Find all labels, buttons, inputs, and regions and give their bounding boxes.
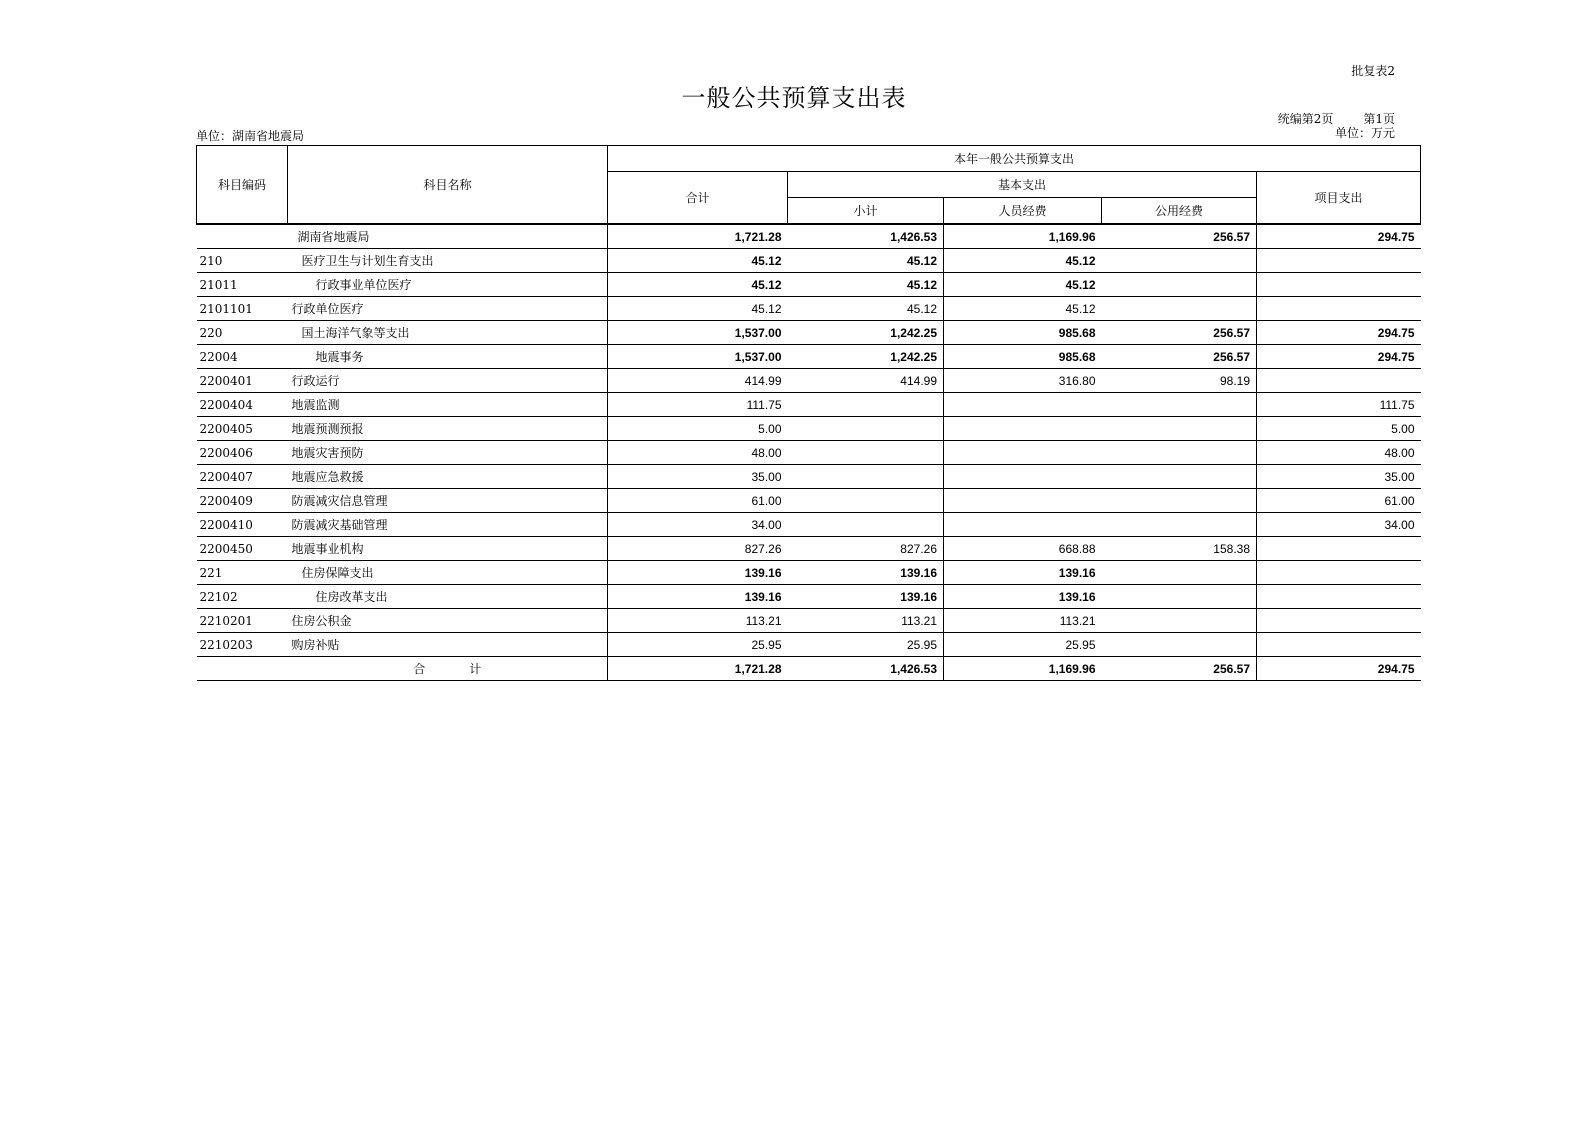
cell-subtotal: [788, 393, 944, 417]
table-row: [197, 609, 1421, 633]
header-public: 公用经费: [1102, 198, 1257, 225]
cell-subtotal: 45.12: [788, 249, 944, 273]
cell-code: 2200406: [197, 441, 288, 465]
cell-public: [1102, 633, 1257, 657]
cell-public: 256.57: [1102, 224, 1257, 249]
cell-public: 158.38: [1102, 537, 1257, 561]
cell-personnel: 668.88: [944, 537, 1102, 561]
cell-project: 48.00: [1257, 441, 1421, 465]
cell-project: [1257, 561, 1421, 585]
cell-name: 防震减灾信息管理: [288, 489, 608, 513]
cell-public: [1102, 585, 1257, 609]
total-row-code: [197, 657, 288, 681]
cell-project: [1257, 249, 1421, 273]
table-header: [197, 146, 1421, 225]
cell-name: 地震监测: [288, 393, 608, 417]
cell-code: 210: [197, 249, 288, 273]
cell-personnel: 45.12: [944, 273, 1102, 297]
table-row: [197, 297, 1421, 321]
cell-project: 294.75: [1257, 345, 1421, 369]
cell-project: [1257, 273, 1421, 297]
cell-project: 5.00: [1257, 417, 1421, 441]
cell-code: 220: [197, 321, 288, 345]
cell-name: 住房公积金: [288, 609, 608, 633]
total-label-he: 合: [413, 662, 426, 676]
table-row: [197, 273, 1421, 297]
cell-total: 5.00: [608, 417, 788, 441]
organization-unit: 单位：湖南省地震局: [196, 129, 305, 143]
cell-total: 45.12: [608, 273, 788, 297]
cell-subtotal: 45.12: [788, 273, 944, 297]
cell-public: [1102, 393, 1257, 417]
cell-project: 294.75: [1257, 224, 1421, 249]
cell-public: 98.19: [1102, 369, 1257, 393]
cell-name: 地震预测预报: [288, 417, 608, 441]
total-row-project: 294.75: [1257, 657, 1421, 681]
cell-total: 414.99: [608, 369, 788, 393]
cell-name: 防震减灾基础管理: [288, 513, 608, 537]
cell-total: 113.21: [608, 609, 788, 633]
cell-name: 购房补贴: [288, 633, 608, 657]
cell-total: 827.26: [608, 537, 788, 561]
cell-personnel: 985.68: [944, 321, 1102, 345]
total-row-subtotal: 1,426.53: [788, 657, 944, 681]
cell-total: 111.75: [608, 393, 788, 417]
cell-name: 地震灾害预防: [288, 441, 608, 465]
cell-name: 地震应急救援: [288, 465, 608, 489]
header-group: 本年一般公共预算支出: [608, 146, 1421, 172]
cell-name: 行政事业单位医疗: [288, 273, 608, 297]
cell-public: [1102, 465, 1257, 489]
cell-project: [1257, 537, 1421, 561]
cell-subtotal: 1,242.25: [788, 345, 944, 369]
header-code: 科目编码: [197, 146, 288, 225]
cell-personnel: 1,169.96: [944, 224, 1102, 249]
table-row: [197, 345, 1421, 369]
total-row-public: 256.57: [1102, 657, 1257, 681]
cell-total: 34.00: [608, 513, 788, 537]
cell-name: 行政运行: [288, 369, 608, 393]
form-number: 批复表2: [1351, 64, 1395, 78]
cell-public: [1102, 249, 1257, 273]
cell-subtotal: 45.12: [788, 297, 944, 321]
cell-subtotal: 1,426.53: [788, 224, 944, 249]
cell-subtotal: [788, 417, 944, 441]
header-subtotal: 小计: [788, 198, 944, 225]
cell-personnel: [944, 393, 1102, 417]
table-row: [197, 465, 1421, 489]
table-row: [197, 585, 1421, 609]
cell-subtotal: [788, 465, 944, 489]
cell-subtotal: 139.16: [788, 585, 944, 609]
cell-subtotal: 827.26: [788, 537, 944, 561]
cell-personnel: 316.80: [944, 369, 1102, 393]
cell-total: 1,537.00: [608, 321, 788, 345]
cell-total: 25.95: [608, 633, 788, 657]
cell-project: 61.00: [1257, 489, 1421, 513]
total-row: [197, 657, 1421, 681]
cell-code: 2200407: [197, 465, 288, 489]
cell-code: 2210201: [197, 609, 288, 633]
cell-public: [1102, 273, 1257, 297]
cell-code: 2200405: [197, 417, 288, 441]
cell-total: 45.12: [608, 249, 788, 273]
cell-project: [1257, 297, 1421, 321]
table-row: [197, 489, 1421, 513]
cell-subtotal: 139.16: [788, 561, 944, 585]
table-row: [197, 441, 1421, 465]
table-row: [197, 369, 1421, 393]
table-row: [197, 249, 1421, 273]
total-row-personnel: 1,169.96: [944, 657, 1102, 681]
cell-public: [1102, 561, 1257, 585]
cell-subtotal: [788, 489, 944, 513]
table-row: [197, 224, 1421, 249]
table-row: [197, 537, 1421, 561]
cell-code: 2200409: [197, 489, 288, 513]
cell-code: 2200404: [197, 393, 288, 417]
cell-personnel: [944, 441, 1102, 465]
cell-personnel: 113.21: [944, 609, 1102, 633]
cell-public: [1102, 441, 1257, 465]
cell-project: [1257, 369, 1421, 393]
cell-project: [1257, 633, 1421, 657]
total-label-ji: 计: [469, 662, 482, 676]
cell-project: 111.75: [1257, 393, 1421, 417]
cell-subtotal: 414.99: [788, 369, 944, 393]
header-project: 项目支出: [1257, 172, 1421, 225]
cell-public: [1102, 297, 1257, 321]
cell-code: 2101101: [197, 297, 288, 321]
cell-code: 2210203: [197, 633, 288, 657]
cell-public: [1102, 513, 1257, 537]
cell-project: 35.00: [1257, 465, 1421, 489]
cell-subtotal: [788, 441, 944, 465]
compiled-page-label: 统编第2页: [1277, 112, 1334, 126]
cell-name: 国土海洋气象等支出: [288, 321, 608, 345]
cell-public: [1102, 417, 1257, 441]
cell-code: [197, 224, 288, 249]
cell-public: 256.57: [1102, 345, 1257, 369]
cell-subtotal: 113.21: [788, 609, 944, 633]
cell-code: 221: [197, 561, 288, 585]
table-row: [197, 321, 1421, 345]
table-body: [197, 224, 1421, 657]
cell-total: 1,537.00: [608, 345, 788, 369]
total-row-label: [288, 657, 608, 681]
table-row: [197, 633, 1421, 657]
cell-code: 2200450: [197, 537, 288, 561]
cell-total: 35.00: [608, 465, 788, 489]
header-total: 合计: [608, 172, 788, 225]
table-row: [197, 561, 1421, 585]
header-name: 科目名称: [288, 146, 608, 225]
cell-project: 294.75: [1257, 321, 1421, 345]
table-row: [197, 393, 1421, 417]
page-title: 一般公共预算支出表: [681, 84, 907, 112]
cell-public: [1102, 489, 1257, 513]
cell-personnel: [944, 465, 1102, 489]
cell-project: [1257, 585, 1421, 609]
cell-personnel: 25.95: [944, 633, 1102, 657]
cell-personnel: 985.68: [944, 345, 1102, 369]
cell-name: 行政单位医疗: [288, 297, 608, 321]
cell-name: 湖南省地震局: [288, 224, 608, 249]
page-number-label: 第1页: [1363, 112, 1395, 126]
total-row-total: 1,721.28: [608, 657, 788, 681]
table-row: [197, 513, 1421, 537]
cell-total: 1,721.28: [608, 224, 788, 249]
cell-total: 139.16: [608, 585, 788, 609]
cell-project: 34.00: [1257, 513, 1421, 537]
cell-code: 2200410: [197, 513, 288, 537]
cell-subtotal: 25.95: [788, 633, 944, 657]
cell-subtotal: 1,242.25: [788, 321, 944, 345]
cell-name: 住房改革支出: [288, 585, 608, 609]
cell-subtotal: [788, 513, 944, 537]
cell-name: 医疗卫生与计划生育支出: [288, 249, 608, 273]
cell-code: 22004: [197, 345, 288, 369]
cell-personnel: 45.12: [944, 249, 1102, 273]
budget-expenditure-table: [196, 145, 1421, 681]
cell-code: 22102: [197, 585, 288, 609]
currency-unit: 单位：万元: [1334, 126, 1395, 140]
cell-personnel: 139.16: [944, 561, 1102, 585]
cell-total: 61.00: [608, 489, 788, 513]
cell-project: [1257, 609, 1421, 633]
header-basic: 基本支出: [788, 172, 1257, 198]
table-row: [197, 417, 1421, 441]
cell-total: 139.16: [608, 561, 788, 585]
cell-personnel: 139.16: [944, 585, 1102, 609]
header-personnel: 人员经费: [944, 198, 1102, 225]
cell-personnel: [944, 417, 1102, 441]
cell-public: 256.57: [1102, 321, 1257, 345]
cell-total: 48.00: [608, 441, 788, 465]
cell-code: 2200401: [197, 369, 288, 393]
cell-name: 住房保障支出: [288, 561, 608, 585]
cell-name: 地震事务: [288, 345, 608, 369]
cell-personnel: [944, 513, 1102, 537]
cell-total: 45.12: [608, 297, 788, 321]
cell-personnel: [944, 489, 1102, 513]
cell-personnel: 45.12: [944, 297, 1102, 321]
cell-name: 地震事业机构: [288, 537, 608, 561]
cell-public: [1102, 609, 1257, 633]
cell-code: 21011: [197, 273, 288, 297]
